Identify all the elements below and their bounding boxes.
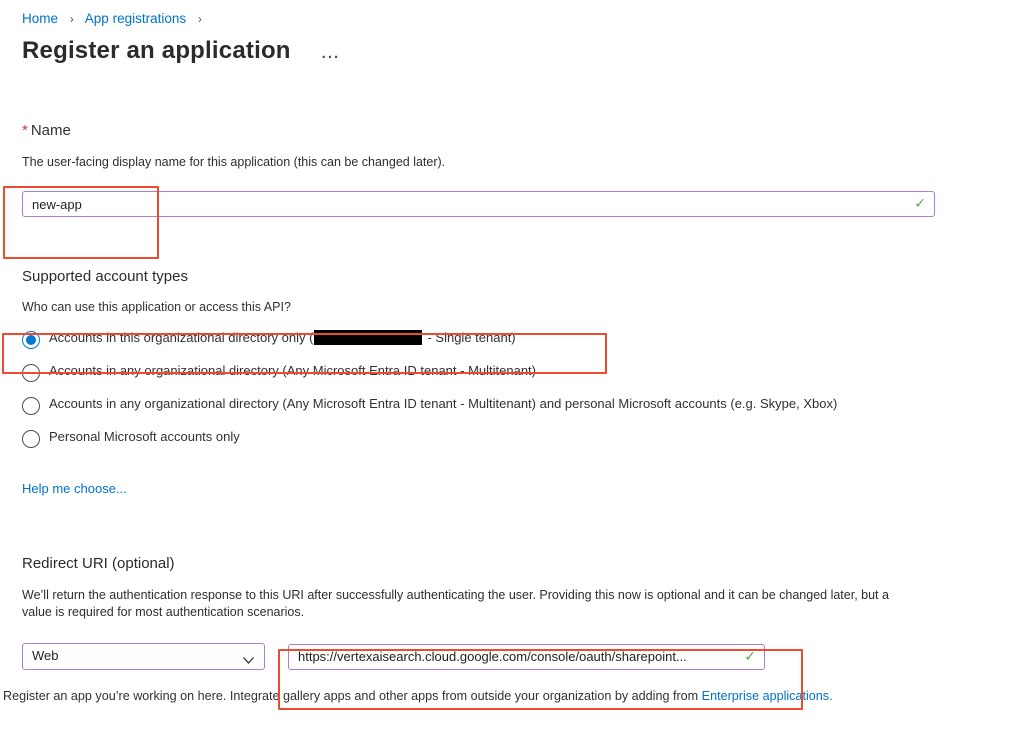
redirect-uri-controls xyxy=(22,643,1013,670)
account-type-option-personal-only[interactable] xyxy=(22,429,1013,448)
account-type-options xyxy=(22,330,1013,448)
valid-check-icon: ✓ xyxy=(914,195,926,211)
platform-select[interactable] xyxy=(22,643,265,670)
supported-account-types-heading: Supported account types xyxy=(22,268,188,285)
radio-label: Accounts in any organizational directory (Any Microsoft Entra ID tenant - Multitenant) xyxy=(49,363,536,378)
breadcrumb-separator-icon: › xyxy=(69,12,74,26)
name-input-wrap xyxy=(22,191,935,217)
redirect-uri-input-wrap xyxy=(288,644,765,670)
account-type-option-multitenant[interactable] xyxy=(22,363,1013,382)
name-field-label xyxy=(22,122,1013,139)
radio-label: Personal Microsoft accounts only xyxy=(49,429,240,444)
breadcrumb-separator-icon: › xyxy=(197,12,202,26)
title-row xyxy=(22,37,1013,65)
account-types-question: Who can use this application or access this API? xyxy=(22,300,291,314)
radio-selected-icon[interactable] xyxy=(22,331,40,349)
footer-text: Register an app you’re working on here. Integrate gallery apps and other apps from outside your organization by adding from xyxy=(3,689,702,703)
redirect-uri-input[interactable] xyxy=(288,644,765,670)
breadcrumb-home-link[interactable]: Home xyxy=(22,11,59,26)
help-me-choose-link[interactable]: Help me choose... xyxy=(22,481,127,496)
breadcrumb-app-registrations-link[interactable]: App registrations xyxy=(84,11,187,26)
enterprise-applications-link[interactable]: Enterprise applications. xyxy=(701,689,833,703)
radio-unselected-icon[interactable] xyxy=(22,364,40,382)
radio-unselected-icon[interactable] xyxy=(22,397,40,415)
radio-label: Accounts in this organizational directory only ( - Single tenant) xyxy=(49,330,516,345)
redacted-tenant-name xyxy=(314,330,422,345)
page-title: Register an application xyxy=(22,37,291,64)
required-marker: * xyxy=(22,122,28,139)
redirect-uri-description: We’ll return the authentication response to this URI after successfully authenticating the user. Providing this now is optional and it can be changed later, but a value is required for most authentication scenarios. xyxy=(22,588,889,619)
chevron-down-icon xyxy=(242,651,255,675)
account-type-option-multitenant-personal[interactable] xyxy=(22,396,1013,415)
breadcrumb xyxy=(0,0,1013,26)
radio-unselected-icon[interactable] xyxy=(22,430,40,448)
radio-label: Accounts in any organizational directory (Any Microsoft Entra ID tenant - Multitenant) and personal Microsoft accounts (e.g. Skype, Xbox) xyxy=(49,396,838,411)
name-field-description: The user-facing display name for this application (this can be changed later). xyxy=(22,155,446,169)
name-input[interactable] xyxy=(22,191,935,217)
platform-select-value: Web xyxy=(32,648,59,663)
footer-note xyxy=(3,689,1013,703)
valid-check-icon: ✓ xyxy=(744,647,756,664)
more-options-icon[interactable]: ... xyxy=(321,45,341,62)
redirect-uri-heading: Redirect URI (optional) xyxy=(22,555,175,572)
account-type-option-single-tenant[interactable] xyxy=(22,330,1013,349)
name-label-text: Name xyxy=(30,122,71,139)
